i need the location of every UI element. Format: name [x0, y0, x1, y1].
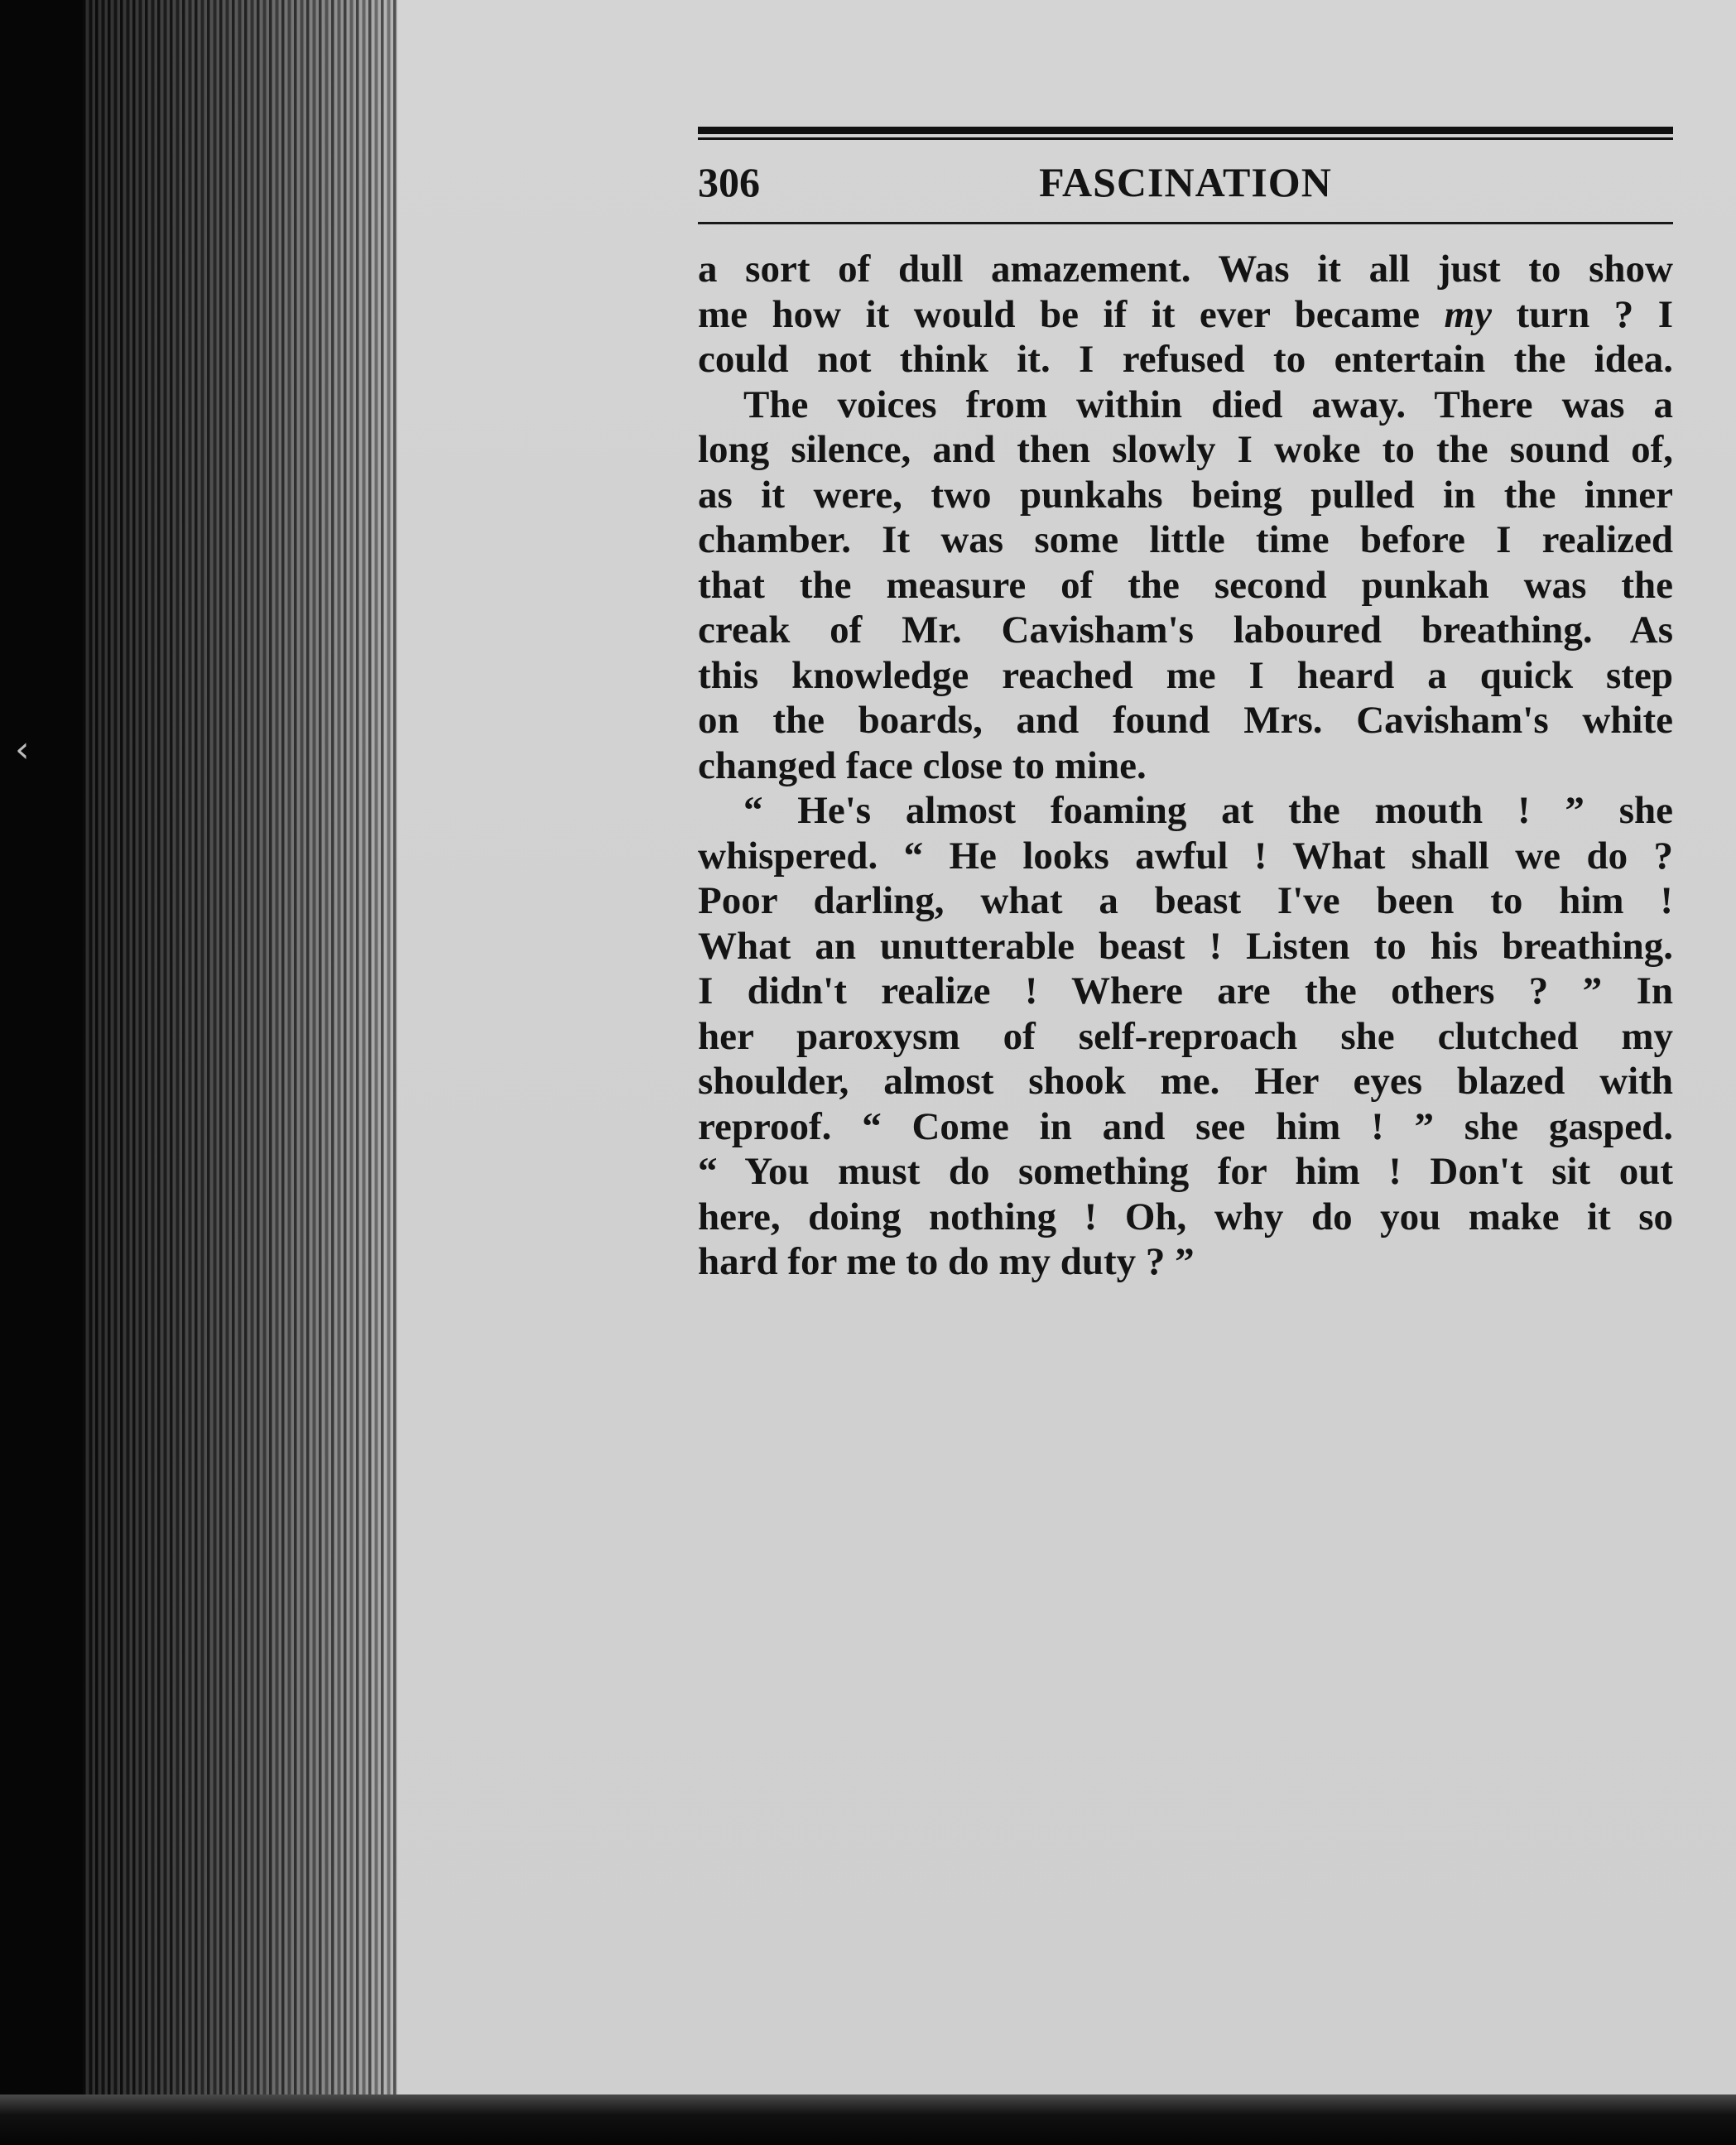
text-line: The voices from within died away. There was a	[743, 382, 1673, 426]
text-line: as it were, two punkahs being pulled in the inner	[698, 473, 1673, 517]
page-number: 306	[698, 159, 760, 205]
text-line: reproof. “ Come in and see him ! ” she gasped.	[698, 1104, 1673, 1148]
text-line: whispered. “ He looks awful ! What shall we do ?	[698, 834, 1673, 878]
text-line: “ He's almost foaming at the mouth ! ” she	[743, 789, 1673, 832]
text-line: Poor darling, what a beast I've been to him !	[698, 879, 1673, 922]
text-line: creak of Mr. Cavisham's laboured breathing. As	[698, 608, 1673, 652]
text-line: changed face close to mine.	[698, 743, 1147, 787]
text-line: this knowledge reached me I heard a quick step	[698, 653, 1673, 697]
running-head	[698, 153, 1673, 211]
text-line: that the measure of the second punkah was the	[698, 563, 1673, 607]
text-line: here, doing nothing ! Oh, why do you make it so	[698, 1195, 1673, 1238]
text-line: I didn't realize ! Where are the others ? ” In	[698, 969, 1673, 1012]
text-line: her paroxysm of self-reproach she clutched my	[698, 1014, 1673, 1058]
book-page-edges	[83, 0, 414, 2145]
text-line: could not think it. I refused to entertain the idea.	[698, 338, 1673, 381]
text-line: hard for me to do my duty ? ”	[698, 1240, 1195, 1283]
running-title: FASCINATION	[1039, 159, 1332, 205]
margin-mark: ‹	[15, 729, 30, 771]
header-rule-thin	[698, 137, 1673, 140]
text-line: on the boards, and found Mrs. Cavisham's white	[698, 699, 1673, 742]
text-line	[698, 292, 1673, 338]
scan-bottom-edge	[0, 2095, 1736, 2145]
emphasis-text: my	[1444, 292, 1492, 336]
header-rule-thick	[698, 127, 1673, 134]
text-line: chamber. It was some little time before I realized	[698, 518, 1673, 561]
text-span: turn ? I	[1516, 292, 1674, 336]
header-rule-bottom	[698, 222, 1673, 224]
text-span: me how it would be if it ever became	[698, 292, 1421, 336]
text-line: a sort of dull amazement. Was it all just to show	[698, 248, 1673, 291]
text-line: What an unutterable beast ! Listen to his breathing.	[698, 924, 1673, 968]
body-text	[698, 247, 1673, 1285]
text-line: shoulder, almost shook me. Her eyes blazed with	[698, 1060, 1673, 1103]
text-line: long silence, and then slowly I woke to the sound of,	[698, 428, 1673, 471]
text-line: “ You must do something for him ! Don't sit out	[698, 1150, 1673, 1193]
